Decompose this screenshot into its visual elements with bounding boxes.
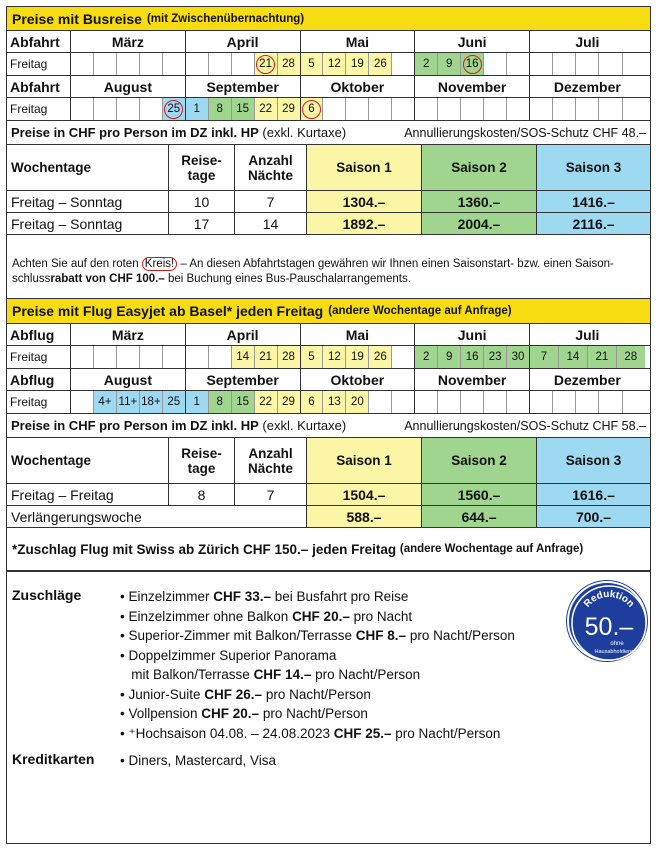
date-cell: [553, 98, 576, 120]
col-header-reisetage: Reise-tage: [169, 438, 235, 483]
note-discount: rabatt von CHF 100.–: [50, 273, 165, 285]
date-cell: [117, 346, 140, 368]
credit-cards-label: Kreditkarten: [12, 751, 95, 767]
month-date-cells: [186, 98, 301, 120]
reduction-badge-graphic: [569, 583, 649, 663]
date-cell: [576, 98, 599, 120]
date-cell: 4+: [94, 391, 117, 413]
month-date-cells: [301, 98, 416, 120]
bus-cal1-label: Abfahrt: [7, 31, 71, 52]
date-cell: 21: [255, 346, 278, 368]
date-cell: 8: [209, 98, 232, 120]
price-saison-2: 1560.–: [422, 484, 537, 505]
bus-cal2-months-row: [7, 76, 650, 98]
bullet: •: [120, 628, 129, 643]
date-cell: [255, 53, 278, 75]
date-cell: [232, 53, 255, 75]
date-cell: [599, 53, 622, 75]
month-date-cells: [71, 53, 186, 75]
month-label: Juni: [415, 324, 530, 345]
date-cell: [507, 98, 529, 120]
row-days: Freitag – Freitag: [7, 484, 169, 505]
price-document: [6, 6, 651, 844]
month-label: März: [71, 324, 186, 345]
price-saison-1: 1892.–: [307, 213, 422, 234]
month-label: September: [186, 76, 301, 97]
red-circle-date: 25: [164, 100, 183, 119]
row-days: Freitag – Sonntag: [7, 213, 169, 234]
bus-cal1-dates-row: [7, 53, 650, 76]
date-cell: [209, 53, 232, 75]
col-header-wochentage: Wochentage: [7, 438, 169, 483]
price-saison-2: 644.–: [422, 506, 537, 527]
date-cell: [163, 98, 185, 120]
date-cell: 22: [255, 391, 278, 413]
date-cell: 2: [415, 53, 438, 75]
date-cell: 5: [301, 53, 324, 75]
table-row: [7, 213, 650, 235]
date-cell: [71, 53, 94, 75]
date-cell: [438, 98, 461, 120]
date-cell: [392, 53, 414, 75]
bus-price-info-row: [7, 121, 650, 145]
table-row: [7, 191, 650, 213]
badge-bottom-text: ohne: [610, 641, 624, 647]
list-item: • Junior-Suite CHF 26.– pro Nacht/Person: [120, 686, 371, 702]
date-cell: [438, 391, 461, 413]
flight-cal2-row-label: Freitag: [7, 391, 71, 413]
month-date-cells: [186, 53, 301, 75]
flight-cal2-label: Abflug: [7, 369, 71, 390]
price-saison-3: 700.–: [537, 506, 650, 527]
date-cell: [507, 391, 529, 413]
date-cell: 28: [617, 346, 645, 368]
month-date-cells: [301, 53, 416, 75]
date-cell: [140, 98, 163, 120]
flight-price-info: Preise in CHF pro Person im DZ inkl. HP: [11, 418, 259, 433]
bus-price-table-header: [7, 145, 650, 191]
list-item: • Einzelzimmer CHF 33.– bei Busfahrt pro Reise: [120, 589, 409, 604]
bullet: •: [120, 589, 129, 604]
date-cell: 26: [369, 346, 392, 368]
reduction-badge: [567, 581, 647, 661]
date-cell: 5: [301, 346, 324, 368]
month-date-cells: [301, 346, 416, 368]
bus-section-header: [7, 7, 650, 31]
row-naechte: 7: [235, 191, 307, 212]
bus-cal2-dates-row: [7, 98, 650, 121]
date-cell: 9: [438, 53, 461, 75]
date-cell: [599, 98, 622, 120]
date-cell: 15: [232, 98, 255, 120]
list-item: • Doppelzimmer Superior Panorama: [120, 647, 337, 663]
price-saison-3: 2116.–: [537, 213, 650, 234]
date-cell: [163, 53, 185, 75]
col-header-saison-1: Saison 1: [307, 145, 422, 190]
list-item: • Einzelzimmer ohne Balkon CHF 20.– pro Nacht: [120, 608, 413, 624]
row-naechte: 7: [235, 484, 307, 505]
date-cell: 19: [346, 53, 369, 75]
badge-top-text: Reduktion: [581, 588, 637, 610]
date-cell: [392, 346, 414, 368]
date-cell: [369, 391, 392, 413]
price-saison-3: 1616.–: [537, 484, 650, 505]
red-circle-date: 21: [256, 55, 275, 74]
date-cell: 14: [232, 346, 255, 368]
date-cell: [599, 391, 622, 413]
date-cell: [186, 346, 209, 368]
date-cell: [140, 346, 163, 368]
date-cell: 30: [507, 346, 529, 368]
bus-cal1-row-label: Freitag: [7, 53, 71, 75]
month-date-cells: [415, 346, 530, 368]
date-cell: 28: [278, 53, 300, 75]
month-date-cells: [530, 391, 645, 413]
list-item: • Superior-Zimmer mit Balkon/Terrasse CHF 8.– pro Nacht/Person: [120, 628, 515, 643]
date-cell: 23: [484, 346, 507, 368]
bus-price-info-note: (exkl. Kurtaxe): [262, 125, 347, 140]
row-naechte: 14: [235, 213, 307, 234]
price-saison-1: 1304.–: [307, 191, 422, 212]
bus-cal1-months-row: [7, 31, 650, 53]
col-header-naechte: Anzahl Nächte: [235, 145, 307, 190]
date-cell: [415, 391, 438, 413]
red-circle-date: 16: [463, 55, 482, 74]
date-cell: [346, 98, 369, 120]
date-cell: 1: [186, 391, 209, 413]
swiss-note-text: *Zuschlag Flug mit Swiss ab Zürich CHF 150.– jeden Freitag: [12, 541, 397, 557]
date-cell: [71, 346, 94, 368]
row-reisetage: 10: [169, 191, 235, 212]
date-cell: [553, 53, 576, 75]
date-cell: [392, 98, 414, 120]
date-cell: 12: [323, 53, 346, 75]
col-header-naechte: Anzahl Nächte: [235, 438, 307, 483]
col-header-saison-3: Saison 3: [537, 438, 650, 483]
month-label: Juni: [415, 31, 530, 52]
swiss-note-small: (andere Wochentage auf Anfrage): [399, 543, 584, 555]
date-cell: 7: [530, 346, 559, 368]
month-label: Mai: [301, 324, 416, 345]
month-label: Oktober: [301, 369, 416, 390]
bus-header-title: Preise mit Busreise: [12, 10, 142, 27]
date-cell: 11+: [117, 391, 140, 413]
month-date-cells: [530, 346, 645, 368]
credit-cards-value: Diners, Mastercard, Visa: [128, 753, 277, 768]
date-cell: 25: [163, 391, 185, 413]
date-cell: [623, 391, 645, 413]
date-cell: [461, 98, 484, 120]
surcharges-label: Zuschläge: [12, 587, 82, 603]
red-circle-date: 6: [302, 100, 321, 119]
month-label: November: [415, 76, 530, 97]
month-date-cells: [71, 98, 186, 120]
col-header-wochentage: Wochentage: [7, 145, 169, 190]
surcharges-block: [12, 587, 632, 743]
flight-price-table-header: [7, 438, 650, 484]
date-cell: 28: [278, 346, 300, 368]
date-cell: 18+: [140, 391, 163, 413]
month-label: September: [186, 369, 301, 390]
row-reisetage: 17: [169, 213, 235, 234]
surcharges-list: [120, 587, 632, 743]
date-cell: [323, 98, 346, 120]
date-cell: 9: [438, 346, 461, 368]
month-date-cells: [71, 346, 186, 368]
date-cell: [186, 53, 209, 75]
price-saison-1: 1504.–: [307, 484, 422, 505]
date-cell: 20: [346, 391, 369, 413]
date-cell: [484, 391, 507, 413]
month-date-cells: [415, 391, 530, 413]
date-cell: [576, 391, 599, 413]
bullet: •: [120, 686, 129, 702]
month-label: Juli: [575, 33, 600, 50]
month-date-cells: [186, 346, 301, 368]
date-cell: [484, 53, 507, 75]
month-label: Dezember: [553, 371, 621, 388]
date-cell: 8: [209, 391, 232, 413]
date-cell: 26: [369, 53, 392, 75]
bus-cal2-row-label: Freitag: [7, 98, 71, 120]
month-label: Oktober: [301, 76, 416, 97]
date-cell: [392, 391, 414, 413]
bullet: •: [120, 706, 129, 721]
date-cell: [415, 98, 438, 120]
date-cell: 15: [232, 391, 255, 413]
date-cell: [94, 346, 117, 368]
bus-discount-note: [7, 235, 650, 299]
date-cell: 14: [559, 346, 588, 368]
month-label: November: [415, 369, 530, 390]
date-cell: 2: [415, 346, 438, 368]
swiss-surcharge-note: [7, 528, 650, 572]
date-cell: [94, 98, 117, 120]
bullet: •: [120, 608, 129, 624]
date-cell: [576, 53, 599, 75]
row-reisetage: 8: [169, 484, 235, 505]
bullet: [120, 667, 131, 682]
date-cell: [461, 53, 484, 75]
col-header-reisetage: Reise-tage: [169, 145, 235, 190]
month-label: August: [71, 369, 186, 390]
date-cell: 13: [323, 391, 346, 413]
flight-cal1-label: Abflug: [7, 324, 71, 345]
flight-cal1-row-label: Freitag: [7, 346, 71, 368]
flight-header-title: Preise mit Flug Easyjet ab Basel* jeden Freitag: [12, 303, 324, 319]
date-cell: [530, 98, 553, 120]
bullet: •: [120, 647, 129, 663]
red-circle-hint: Kreis!: [142, 257, 177, 271]
flight-price-info-row: [7, 414, 650, 438]
month-label: Mai: [301, 31, 416, 52]
date-cell: 21: [588, 346, 617, 368]
flight-cal1-dates-row: [7, 346, 650, 369]
date-cell: 16: [461, 346, 484, 368]
flight-cal1-months-row: [7, 324, 650, 346]
price-saison-2: 1360.–: [422, 191, 537, 212]
date-cell: 6: [301, 391, 324, 413]
month-label: Dezember: [553, 78, 621, 95]
badge-bottom-text: Hausabholdienst: [594, 649, 636, 655]
price-saison-3: 1416.–: [537, 191, 650, 212]
note-text: schluss: [12, 273, 51, 285]
date-cell: [623, 98, 645, 120]
date-cell: [140, 53, 163, 75]
date-cell: [484, 98, 507, 120]
price-saison-1: 588.–: [307, 506, 422, 527]
month-label: April: [186, 31, 301, 52]
bullet: •: [120, 725, 129, 741]
month-date-cells: [530, 53, 645, 75]
row-days: Verlängerungswoche: [7, 506, 307, 527]
col-header-saison-2: Saison 2: [422, 438, 537, 483]
date-cell: 22: [255, 98, 278, 120]
date-cell: [530, 391, 553, 413]
date-cell: [553, 391, 576, 413]
month-date-cells: [530, 98, 645, 120]
table-row: [7, 484, 650, 506]
date-cell: 12: [323, 346, 346, 368]
date-cell: [117, 98, 140, 120]
table-row: [7, 506, 650, 528]
date-cell: 29: [278, 391, 300, 413]
bus-header-note: (mit Zwischenübernachtung): [146, 12, 305, 25]
flight-cancel-info: Annullierungskosten/SOS-Schutz CHF 58.–: [404, 418, 646, 433]
bullet: •: [120, 753, 129, 768]
list-item: mit Balkon/Terrasse CHF 14.– pro Nacht/Person: [120, 665, 632, 685]
month-label: August: [71, 76, 186, 97]
col-header-saison-1: Saison 1: [307, 438, 422, 483]
date-cell: [507, 53, 529, 75]
month-label: Juli: [575, 326, 600, 343]
date-cell: 29: [278, 98, 300, 120]
date-cell: [94, 53, 117, 75]
month-label: März: [71, 31, 186, 52]
date-cell: [461, 391, 484, 413]
badge-value: 50.–: [584, 613, 634, 641]
month-date-cells: [301, 391, 416, 413]
col-header-saison-3: Saison 3: [537, 145, 650, 190]
date-cell: [209, 346, 232, 368]
flight-section-header: [7, 299, 650, 324]
month-label: April: [186, 324, 301, 345]
bus-price-info: Preise in CHF pro Person im DZ inkl. HP: [11, 125, 259, 140]
date-cell: [623, 53, 645, 75]
month-date-cells: [415, 98, 530, 120]
flight-price-info-note: (exkl. Kurtaxe): [262, 418, 347, 433]
list-item: • Vollpension CHF 20.– pro Nacht/Person: [120, 706, 368, 721]
date-cell: [530, 53, 553, 75]
list-item: • ⁺Hochsaison 04.08. – 24.08.2023 CHF 25.– pro Nacht/Person: [120, 725, 501, 741]
date-cell: [301, 98, 324, 120]
date-cell: [71, 391, 94, 413]
note-text: Achten Sie auf den roten: [12, 258, 142, 270]
credit-cards-block: [12, 751, 632, 771]
bus-cancel-info: Annullierungskosten/SOS-Schutz CHF 48.–: [404, 125, 646, 140]
month-date-cells: [186, 391, 301, 413]
note-text: bei Buchung eines Bus-Pauschalarrangements.: [164, 273, 411, 285]
date-cell: 19: [346, 346, 369, 368]
note-text: – An diesen Abfahrtstagen gewähren wir Ihnen einen Saisonstart- bzw. einen Saison-: [177, 258, 614, 270]
month-date-cells: [415, 53, 530, 75]
price-saison-2: 2004.–: [422, 213, 537, 234]
bus-cal2-label: Abfahrt: [7, 76, 71, 97]
row-days: Freitag – Sonntag: [7, 191, 169, 212]
date-cell: 1: [186, 98, 209, 120]
date-cell: [71, 98, 94, 120]
flight-header-note: (andere Wochentage auf Anfrage): [328, 305, 512, 317]
flight-cal2-months-row: [7, 369, 650, 391]
month-date-cells: [71, 391, 186, 413]
date-cell: [117, 53, 140, 75]
flight-cal2-dates-row: [7, 391, 650, 414]
date-cell: [163, 346, 185, 368]
date-cell: [369, 98, 392, 120]
col-header-saison-2: Saison 2: [422, 145, 537, 190]
